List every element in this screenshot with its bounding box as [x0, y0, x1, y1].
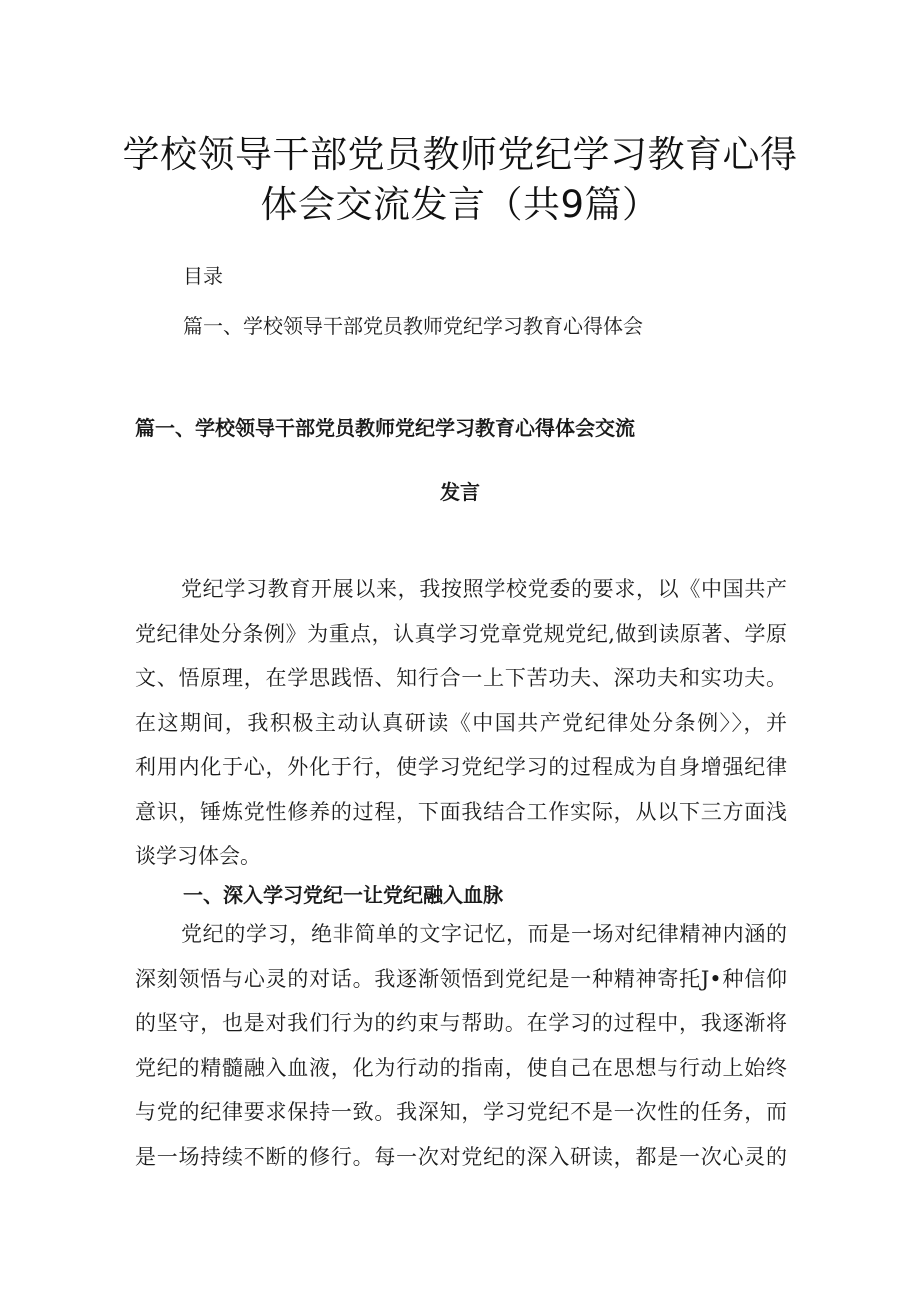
paragraph-line: 利用内化于心，外化于行，使学习党纪学习的过程成为自身增强纪律: [135, 755, 787, 779]
toc-label: 目录: [183, 264, 223, 288]
paragraph-2: [135, 912, 787, 1179]
paragraph-1: [135, 567, 787, 879]
subheading-1: 一、深入学习党纪一让党纪融入血脉: [183, 883, 503, 907]
paragraph-line: 是一场持续不断的修行。每一次对党纪的深入研读，都是一次心灵的: [135, 1144, 787, 1169]
paragraph-line: 与党的纪律要求保持一致。我深知，学习党纪不是一次性的任务，而: [135, 1100, 787, 1124]
paragraph-line: 在这期间，我积极主动认真研读《中国共产党纪律处分条例〉〉，并: [135, 710, 787, 735]
paragraph-line: 党纪的精髓融入血液，化为行动的指南，使自己在思想与行动上始终: [135, 1055, 787, 1080]
paragraph-line: 党纪学习教育开展以来，我按照学校党委的要求，以《中国共产: [181, 577, 787, 601]
toc-item-1[interactable]: 篇一、学校领导干部党员教师党纪学习教育心得体会: [183, 314, 643, 338]
section-heading: 篇一、学校领导干部党员教师党纪学习教育心得体会交流: [135, 416, 635, 440]
paragraph-line: 党纪律处分条例》为重点，认真学习党章党规党纪,做到读原著、学原: [135, 621, 787, 646]
paragraph-line: 的坚守，也是对我们行为的约束与帮助。在学习的过程中，我逐渐将: [135, 1011, 787, 1035]
paragraph-line: 深刻领悟与心灵的对话。我逐渐领悟到党纪是一种精神寄托J•种信仰: [135, 966, 787, 991]
paragraph-line: 文、悟原理，在学思践悟、知行合一上下苦功夫、深功夫和实功夫。: [135, 666, 787, 690]
document-title: [0, 130, 920, 230]
title-line-2: 体会交流发言（共9篇）: [260, 183, 660, 226]
section-heading-continued: 发言: [440, 480, 480, 504]
paragraph-line: 意识，锤炼党性修养的过程，下面我结合工作实际，从以下三方面浅: [135, 799, 787, 824]
paragraph-line: 谈学习体会。: [135, 844, 261, 868]
title-line-1: 学校领导干部党员教师党纪学习教育心得: [122, 133, 798, 176]
paragraph-line: 党纪的学习，绝非简单的文字记忆，而是一场对纪律精神内涵的: [181, 922, 787, 946]
